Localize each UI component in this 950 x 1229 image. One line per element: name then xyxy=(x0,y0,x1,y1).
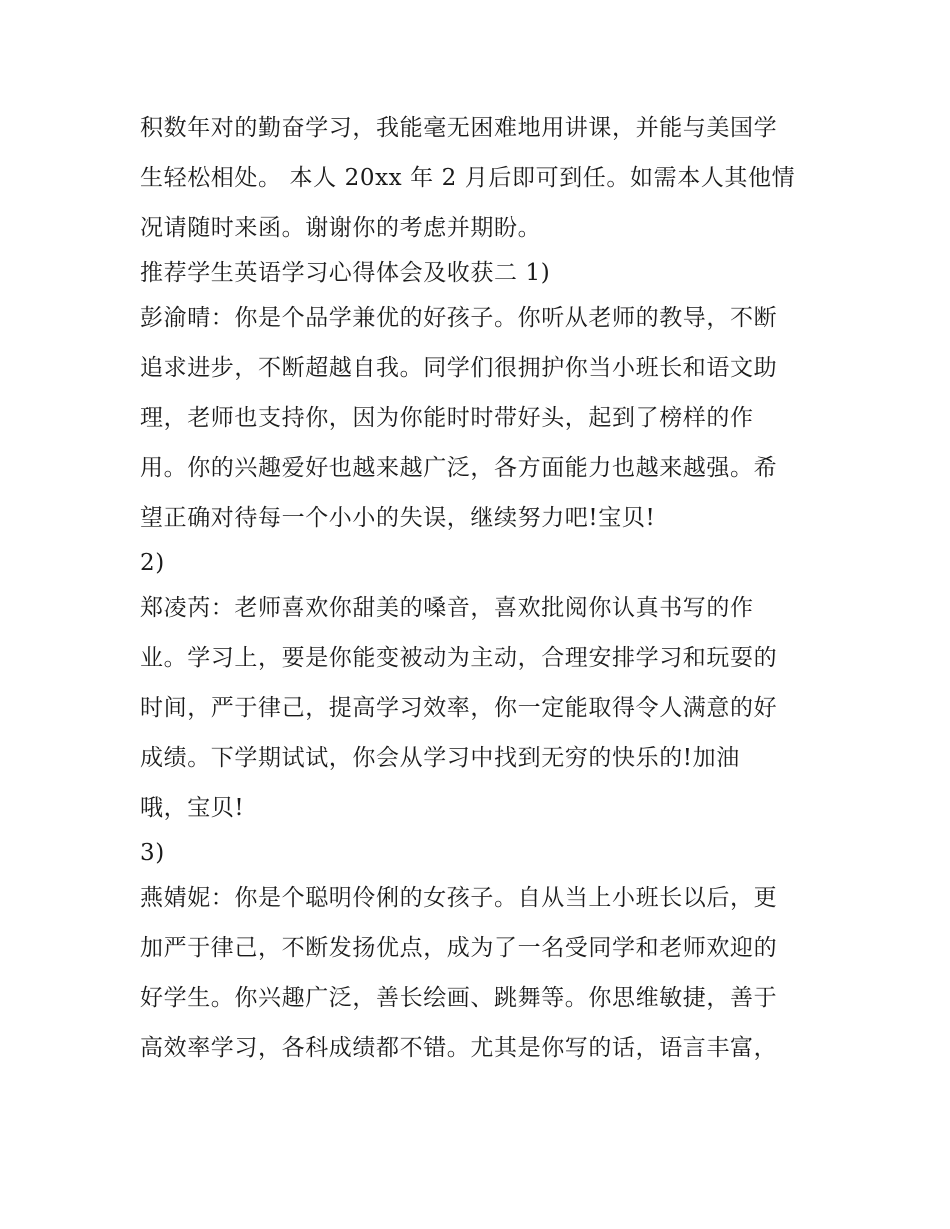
text-line: 郑凌芮：老师喜欢你甜美的嗓音，喜欢批阅你认真书写的作 xyxy=(140,595,754,621)
text-line: 时间，严于律己，提高学习效率，你一定能取得令人满意的好 xyxy=(140,695,778,721)
text-line: 彭渝晴：你是个品学兼优的好孩子。你听从老师的教导，不断 xyxy=(140,305,778,331)
text-line: 高效率学习，各科成绩都不错。尤其是你写的话，语言丰富， xyxy=(140,1035,778,1061)
text-line: 业。学习上，要是你能变被动为主动，合理安排学习和玩耍的 xyxy=(140,645,778,671)
document-body xyxy=(140,103,820,1073)
text-line: 生轻松相处。 本人 20xx 年 2 月后即可到任。如需本人其他情 xyxy=(140,165,796,191)
text-line: 哦，宝贝! xyxy=(140,795,245,821)
text-line: 好学生。你兴趣广泛，善长绘画、跳舞等。你思维敏捷，善于 xyxy=(140,985,778,1011)
section-heading: 推荐学生英语学习心得体会及收获二 1) xyxy=(140,260,551,286)
text-line: 用。你的兴趣爱好也越来越广泛，各方面能力也越来越强。希 xyxy=(140,455,778,481)
text-line: 况请随时来函。谢谢你的考虑并期盼。 xyxy=(140,215,542,241)
text-line: 成绩。下学期试试，你会从学习中找到无穷的快乐的!加油 xyxy=(140,745,740,771)
text-line: 加严于律己，不断发扬优点，成为了一名受同学和老师欢迎的 xyxy=(140,935,778,961)
text-line: 理，老师也支持你，因为你能时时带好头，起到了榜样的作 xyxy=(140,405,754,431)
item-number: 3) xyxy=(140,840,165,866)
text-line: 燕婧妮：你是个聪明伶俐的女孩子。自从当上小班长以后，更 xyxy=(140,885,778,911)
item-number: 2) xyxy=(140,550,165,576)
text-line: 积数年对的勤奋学习，我能毫无困难地用讲课，并能与美国学 xyxy=(140,115,778,141)
text-line: 追求进步，不断超越自我。同学们很拥护你当小班长和语文助 xyxy=(140,355,778,381)
text-line: 望正确对待每一个小小的失误，继续努力吧!宝贝! xyxy=(140,505,656,531)
